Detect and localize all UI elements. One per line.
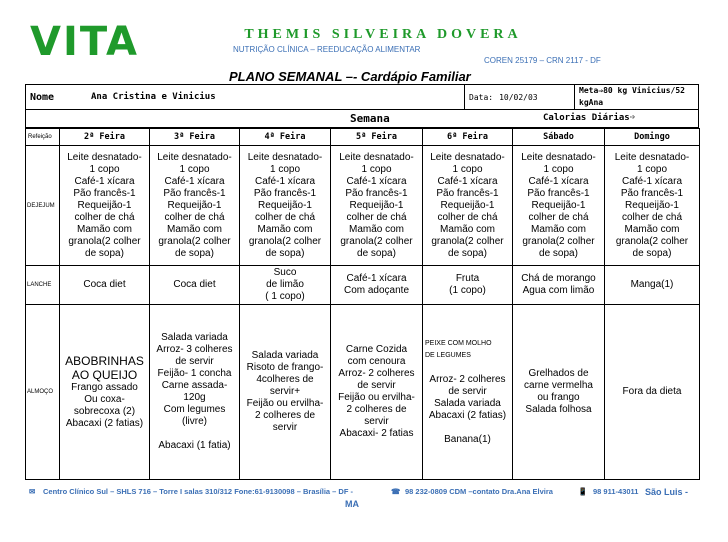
menu-cell-line: de sopa) [632, 247, 672, 259]
menu-cell-line: granola(2 colher [158, 235, 231, 247]
menu-cell-line: 1 copo [636, 163, 668, 175]
menu-cell-line: servir+ [269, 386, 301, 397]
menu-cell-line: Mamão com [439, 223, 495, 235]
brand-subtitle: NUTRIÇÃO CLÍNICA – REEDUCAÇÃO ALIMENTAR [233, 45, 421, 54]
menu-cell [60, 266, 150, 305]
menu-cell-line: de sopa) [539, 247, 578, 259]
menu-cell-line: colher de chá [437, 211, 498, 223]
menu-cell-line: granola(2 colher [340, 235, 413, 247]
menu-cell-line: de limão [266, 279, 304, 290]
menu-cell-line: Feijão- 1 concha [157, 368, 232, 379]
vita-logo: VITA [30, 19, 139, 65]
menu-cell-line: Banana(1) [444, 434, 491, 445]
menu-cell [423, 305, 513, 480]
menu-cell-line: Mamão com [624, 223, 680, 235]
menu-cell [150, 305, 240, 480]
menu-cell-line: Pão francês-1 [345, 187, 408, 199]
menu-cell-line: Requeijão-1 [349, 199, 404, 211]
day-header: Domingo [605, 129, 700, 146]
menu-cell-line: servir [364, 416, 389, 427]
menu-cell-line [425, 422, 510, 434]
menu-cell-line: 1 copo [543, 163, 574, 175]
menu-cell-line: 4colheres de [256, 374, 314, 385]
menu-cell [150, 146, 240, 266]
day-header-row [26, 129, 700, 146]
patient-info-row [25, 84, 699, 110]
menu-cell-line: 1 copo [179, 163, 210, 175]
menu-cell-line: Abacaxi (1 fatia) [158, 440, 231, 451]
envelope-icon: ✉ [29, 487, 36, 496]
menu-cell-line: Salada folhosa [525, 404, 592, 415]
menu-cell-line: Leite desnatado- [157, 151, 232, 163]
menu-cell-line: Coca diet [173, 279, 216, 290]
menu-cell-line: Leite desnatado- [521, 151, 596, 163]
date-field [464, 85, 574, 109]
day-header: 5ª Feira [331, 129, 423, 146]
menu-cell-line: Suco [273, 267, 297, 278]
menu-cell-line: de sopa) [175, 247, 214, 259]
menu-cell-line: Arroz- 2 colheres [338, 368, 415, 379]
menu-cell-line: AO QUEIJO [71, 368, 138, 382]
menu-cell-line: Mamão com [530, 223, 586, 235]
menu-cell-line: Leite desnatado- [430, 151, 505, 163]
daily-calories-label: Calorias Diárias➩ [543, 113, 636, 123]
menu-cell [240, 146, 331, 266]
menu-cell-line: Leite desnatado- [614, 151, 690, 163]
menu-cell [240, 305, 331, 480]
brand-name: THEMIS SILVEIRA DOVERA [244, 27, 522, 42]
menu-cell [60, 146, 150, 266]
phone-icon: ☎ [391, 487, 401, 496]
menu-cell-line: Mamão com [76, 223, 132, 235]
weekly-menu-table [25, 128, 700, 480]
menu-cell-line: Requeijão-1 [77, 199, 132, 211]
menu-cell-line: 1 copo [452, 163, 483, 175]
menu-cell-line: colher de chá [346, 211, 407, 223]
menu-cell-line: Pão francês-1 [436, 187, 499, 199]
meal-row [26, 266, 700, 305]
menu-cell-line: Requeijão-1 [625, 199, 679, 211]
menu-cell-line: PEIXE COM MOLHO [425, 340, 492, 347]
menu-cell-line: Pão francês-1 [163, 187, 226, 199]
menu-cell [513, 305, 605, 480]
menu-cell-line: ( 1 copo) [265, 291, 305, 302]
menu-cell-line: Grelhados de [528, 368, 589, 379]
menu-cell [605, 146, 700, 266]
menu-cell-line: (livre) [182, 416, 207, 427]
menu-cell-line: Pão francês-1 [527, 187, 590, 199]
menu-cell-line: Arroz- 2 colheres [429, 374, 506, 385]
mobile-icon: 📱 [578, 487, 588, 496]
meal-column-header: Refeição [26, 129, 60, 146]
day-header: 3ª Feira [150, 129, 240, 146]
menu-cell-line: Com legumes [163, 404, 226, 415]
menu-cell-line: Café-1 xícara [621, 175, 683, 187]
menu-cell-line: Requeijão-1 [258, 199, 312, 211]
menu-cell-line: (1 copo) [449, 285, 486, 296]
menu-cell-line: de sopa) [448, 247, 487, 259]
menu-cell [240, 266, 331, 305]
menu-cell-line: Com adoçante [343, 285, 410, 296]
menu-cell-line: Salada variada [434, 398, 501, 409]
menu-cell-line: de sopa) [357, 247, 396, 259]
menu-cell-line: Pão francês-1 [253, 187, 317, 199]
menu-cell-line: Mamão com [348, 223, 404, 235]
plan-title: PLANO SEMANAL –- Cardápio Familiar [229, 69, 471, 84]
day-header: Sábado [513, 129, 605, 146]
menu-cell-line: colher de chá [254, 211, 316, 223]
menu-cell [150, 266, 240, 305]
menu-cell-line: 1 copo [89, 163, 120, 175]
menu-cell-line: Agua com limão [522, 285, 595, 296]
menu-cell [423, 146, 513, 266]
weight-goal-line1: Meta⇒80 kg Vinicius/52 [579, 86, 685, 95]
menu-cell-line: Mamão com [257, 223, 313, 235]
menu-cell-line: colher de chá [74, 211, 135, 223]
menu-cell-line: Pão francês-1 [73, 187, 136, 199]
menu-cell-line: Carne Cozida [345, 344, 408, 355]
meal-label: LANCHE [26, 266, 60, 305]
menu-cell-line: Fruta [455, 273, 480, 284]
menu-cell-line: Manga(1) [630, 279, 674, 290]
menu-cell-line: Fora da dieta [622, 386, 682, 397]
menu-cell-line: Pão francês-1 [620, 187, 684, 199]
menu-cell-line: Feijão ou ervilha- [246, 398, 324, 409]
patient-name: Ana Cristina e Vinicius [91, 92, 216, 102]
menu-cell-line: 1 copo [361, 163, 392, 175]
footer-contact: 98 232-0809 CDM –contato Dra.Ana Elvira [405, 487, 553, 496]
footer-city: São Luis - [645, 487, 689, 497]
footer-address: Centro Clínico Sul – SHLS 716 – Torre I salas 310/312 Fone:61-9130098 – Brasília – DF - [43, 487, 353, 496]
menu-cell-line: de servir [448, 386, 487, 397]
menu-cell-line: Café-1 xícara [528, 175, 589, 187]
menu-cell [331, 266, 423, 305]
menu-cell-line: Ou coxa- [84, 394, 125, 405]
menu-cell-line: Leite desnatado- [247, 151, 323, 163]
week-row [25, 110, 699, 128]
date-value: 10/02/03 [499, 92, 538, 102]
menu-cell-line [425, 362, 510, 374]
meal-label: ALMOÇO [26, 305, 60, 480]
menu-cell-line: ABOBRINHAS [65, 354, 144, 368]
menu-cell-line: granola(2 colher [431, 235, 504, 247]
menu-cell-line: colher de chá [621, 211, 683, 223]
menu-cell-line: Requeijão-1 [440, 199, 495, 211]
menu-cell-line: 120g [183, 392, 206, 403]
menu-cell-line: de servir [175, 356, 214, 367]
menu-cell-line: Leite desnatado- [339, 151, 414, 163]
menu-cell-line: Abacaxi (2 fatias) [65, 418, 144, 429]
menu-cell-line: servir [272, 422, 298, 433]
day-header: 2ª Feira [60, 129, 150, 146]
menu-cell [605, 266, 700, 305]
footer-state: MA [345, 499, 359, 509]
menu-cell [605, 305, 700, 480]
week-label: Semana [350, 112, 390, 125]
menu-cell-line: granola(2 colher [522, 235, 595, 247]
menu-cell-line: Requeijão-1 [531, 199, 586, 211]
day-header: 6ª Feira [423, 129, 513, 146]
menu-cell-line: Salada variada [161, 332, 228, 343]
menu-cell-line: Risoto de frango- [246, 362, 324, 373]
menu-cell-line: de sopa) [265, 247, 305, 259]
menu-cell [60, 305, 150, 480]
menu-cell-line: de sopa) [85, 247, 124, 259]
registration-numbers: COREN 25179 – CRN 2117 - DF [484, 56, 601, 65]
menu-cell-line: de servir [357, 380, 396, 391]
meal-label: DEJEJUM [26, 146, 60, 266]
menu-cell-line: 2 colheres de [346, 404, 407, 415]
menu-cell-line: Abacaxi- 2 fatias [339, 428, 414, 439]
menu-cell-line: Mamão com [166, 223, 222, 235]
menu-cell-line [152, 428, 237, 440]
menu-cell-line: Requeijão-1 [167, 199, 222, 211]
menu-cell-line: ou frango [537, 392, 580, 403]
menu-cell-line: colher de chá [528, 211, 589, 223]
menu-cell-line: Frango assado [71, 382, 138, 393]
menu-cell-line: Feijão ou ervilha- [338, 392, 415, 403]
menu-cell-line: Café-1 xícara [164, 175, 225, 187]
menu-cell-line: Arroz- 3 colheres [156, 344, 233, 355]
menu-cell-line: carne vermelha [524, 380, 593, 391]
menu-cell-line: granola(2 colher [615, 235, 689, 247]
menu-cell-line: Carne assada- [161, 380, 228, 391]
name-label: Nome [30, 91, 55, 103]
menu-cell-line: Café-1 xícara [437, 175, 498, 187]
menu-cell-line: sobrecoxa (2) [73, 406, 136, 417]
menu-cell-line: Chá de morango [521, 273, 596, 284]
menu-cell-line: com cenoura [347, 356, 406, 367]
menu-cell [423, 266, 513, 305]
menu-cell-line: Café-1 xícara [346, 175, 407, 187]
weight-goal [574, 85, 698, 109]
menu-cell-line: Abacaxi (2 fatias) [428, 410, 507, 421]
menu-cell-line: 2 colheres de [254, 410, 316, 421]
menu-cell-line: 1 copo [269, 163, 301, 175]
menu-cell-line: DE LEGUMES [425, 352, 471, 359]
menu-cell-line: colher de chá [164, 211, 225, 223]
menu-cell [331, 146, 423, 266]
menu-cell-line: Coca diet [83, 279, 126, 290]
meal-row [26, 146, 700, 266]
menu-cell [513, 146, 605, 266]
meal-row [26, 305, 700, 480]
menu-cell-line: Café-1 xícara [74, 175, 135, 187]
day-header: 4ª Feira [240, 129, 331, 146]
menu-cell [513, 266, 605, 305]
footer-mobile: 98 911-43011 [593, 487, 639, 496]
menu-cell-line: Café-1 xícara [254, 175, 316, 187]
weight-goal-line2: kgAna [579, 98, 604, 107]
menu-cell [331, 305, 423, 480]
menu-cell-line: granola(2 colher [68, 235, 141, 247]
menu-cell-line: Café-1 xícara [346, 273, 407, 284]
menu-cell-line: granola(2 colher [248, 235, 322, 247]
date-label: Data: [469, 92, 494, 102]
menu-cell-line: Leite desnatado- [67, 151, 142, 163]
menu-cell-line: Salada variada [251, 350, 319, 361]
